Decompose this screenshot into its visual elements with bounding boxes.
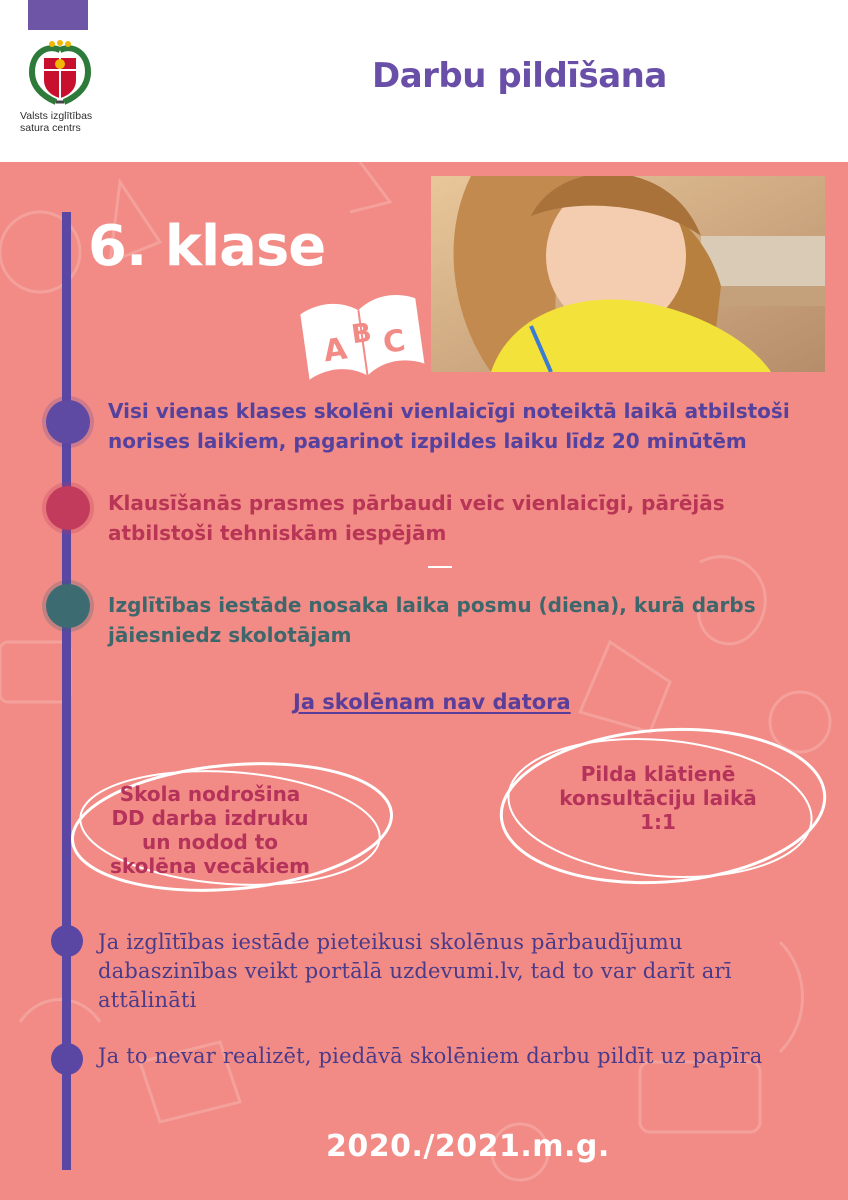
- paragraph-paper: Ja to nevar realizēt, piedāvā skolēniem darbu pildīt uz papīra: [98, 1044, 763, 1068]
- timeline-bar: [62, 212, 71, 1170]
- timeline-dot-4: [51, 925, 83, 957]
- no-computer-heading: Ja skolēnam nav datora: [293, 690, 571, 714]
- bullet-item-2: Klausīšanās prasmes pārbaudi veic vienlaicīgi, pārējās atbilstoši tehniskām iespējām: [108, 491, 725, 545]
- timeline-dot-1: [46, 400, 90, 444]
- book-letter-c: C: [380, 323, 408, 361]
- logo: [20, 40, 110, 134]
- student-photo: [431, 176, 825, 372]
- timeline-dot-3: [46, 584, 90, 628]
- page-title: Darbu pildīšana: [372, 56, 667, 96]
- divider: [428, 566, 452, 568]
- logo-text-line2: satura centrs: [20, 122, 81, 134]
- logo-text-line1: Valsts izglītības: [20, 110, 93, 122]
- abc-book-icon: [292, 284, 432, 388]
- header: [0, 0, 848, 162]
- bullet-item-1: Visi vienas klases skolēni vienlaicīgi noteiktā laikā atbilstoši norises laikiem, pagarinot izpildes laiku līdz 20 minūtēm: [108, 399, 790, 453]
- grade-title: 6. klase: [88, 214, 326, 279]
- timeline-dot-5: [51, 1043, 83, 1075]
- book-letter-b: B: [349, 317, 374, 351]
- coat-of-arms-icon: [26, 40, 94, 106]
- school-year: 2020./2021.m.g.: [326, 1129, 610, 1164]
- option-in-person: Pilda klātienē konsultāciju laikā 1:1: [559, 762, 757, 834]
- paragraph-online: Ja izglītības iestāde pieteikusi skolēnus pārbaudījumu dabaszinības veikt portālā uzdevumi.lv, tad to var darīt arī attālināti: [98, 930, 732, 1012]
- option-school-printout: Skola nodrošina DD darba izdruku un nodod to skolēna vecākiem: [109, 782, 311, 878]
- timeline-dot-2: [46, 486, 90, 530]
- bullet-item-3: Izglītības iestāde nosaka laika posmu (diena), kurā darbs jāiesniedz skolotājam: [108, 593, 756, 647]
- top-accent-tab: [28, 0, 88, 30]
- book-letter-a: A: [321, 331, 350, 370]
